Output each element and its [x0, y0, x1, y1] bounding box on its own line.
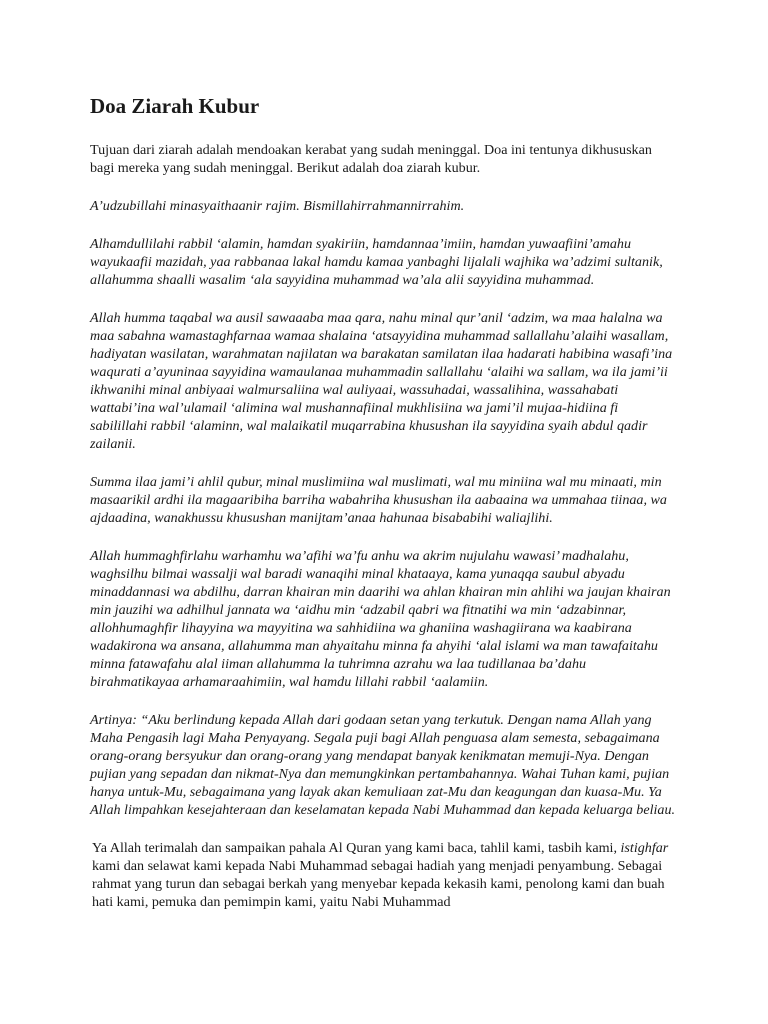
closing-text-part2: kami dan selawat kami kepada Nabi Muhammad sebagai hadiah yang menjadi penyambung. Sebagai rahmat yang turun dan sebagai berkah yang menyebar kepada kekasih kami, penolong kami dan buah hati kami, pemuka dan pemimpin kami, yaitu Nabi Muhammad: [92, 858, 665, 910]
prayer-hamdalah: Alhamdullilahi rabbil ‘alamin, hamdan syakiriin, hamdannaa’imiin, hamdan yuwaafiini’amahu wayukaafii mazidah, yaa rabbanaa lakal hamdu kamaa yanbaghi lijalali wajhika wa’adzimi sultanik, allahumma shaalli wasalim ‘ala sayyidina muhammad wa’ala alii sayyidina muhammad.: [90, 236, 663, 288]
translation-paragraph: Artinya: “Aku berlindung kepada Allah dari godaan setan yang terkutuk. Dengan nama Allah yang Maha Pengasih lagi Maha Penyayang. Segala puji bagi Allah penguasa alam semesta, sebagaimana orang-orang bersyukur dan orang-orang yang mendapat banyak kenikmatan memuji-Nya. Dengan pujian yang sepadan dan nikmat-Nya dan memungkinkan pertambahannya. Wahai Tuhan kami, pujian hanya untuk-Mu, sebagaimana yang layak akan kemuliaan zat-Mu dan keagungan dan kuasa-Mu. Ya Allah limpahkan kesejahteraan dan keselamatan kepada Nabi Muhammad dan kepada keluarga beliau.: [90, 712, 676, 818]
prayer-tawassul: Allah humma taqabal wa ausil sawaaaba maa qara, nahu minal qur’anil ‘adzim, wa maa halalna wa maa sabahna wamastaghfarnaa wamaa shalaina ‘atsayyidina muhammad sallallahu’alaihi wasallam, hadiyatan wasilatan, warahmatan najilatan wa barakatan samilatan ilaa hadarati habibina wasafi’ina waqurati a’ayuninaa sayyidina wamaulanaa muhammadin sallallahu ‘alaihi wa sallam, wa ila jami’ii ikhwanihi minal anbiyaai walmursaliina wal auliyaai, wassuhadai, wassalihina, wassahabati wattabi’ina wal’ulamail ‘alimina wal mushannafiinal mukhlisiina wa jami’il mujaa-hidiina fi sabilillahi rabbil ‘alaminn, wal malaikatil muqarrabina khusushan ila sayyidina syaih abdul qadir zailanii.: [90, 310, 673, 452]
closing-paragraph: [92, 839, 678, 911]
prayer-opening: A’udzubillahi minasyaithaanir rajim. Bismillahirrahmannirrahim.: [90, 198, 465, 214]
prayer-maghfirah: Allah hummaghfirlahu warhamhu wa’afihi wa’fu anhu wa akrim nujulahu wawasi’ madhalahu, waghsilhu bilmai wassalji wal baradi wanaqihi minal khataaya, kama yunaqqa saubul abyadu minaddannasi wa abdilhu, darran khairan min daarihi wa ahlan khairan min ahlihi wa jaujan khairan min jauzihi wa adhilhul jannata wa ‘aidhu min ‘adzabil qabri wa fitnatihi wa min ‘adzabinnar, allohhumaghfir lihayyina wa mayyitina wa sahhidiina wa ghaniina washagiirana wa kaabirana wadakirona wa ansana, allahumma man ahyaitahu minna fa ahyihi ‘alal islami wa man tawafaitahu minna fatawafahu alal iiman allahumma la tuhrimna azrahu wa laa tudillanaa ba’dahu birahmatikayaa arhamaraahimiin, wal hamdu lillahi rabbil ‘aalamiin.: [90, 548, 671, 690]
closing-text-part1: Ya Allah terimalah dan sampaikan pahala Al Quran yang kami baca, tahlil kami, tasbih kami,: [92, 840, 621, 856]
document-title: Doa Ziarah Kubur: [90, 94, 260, 118]
closing-italic-word: istighfar: [620, 840, 669, 856]
prayer-ahlil-qubur: Summa ilaa jami’i ahlil qubur, minal muslimiina wal muslimati, wal mu miniina wal mu minaati, min masaarikil ardhi ila magaaribiha barriha wabahriha khusushan ila aabaaina wa ummahaa tiinaa, wa ajdaadina, wanakhussu khusushan manijtam’anaa hahunaa bisababihi waliajlihi.: [90, 474, 667, 526]
intro-paragraph: Tujuan dari ziarah adalah mendoakan kerabat yang sudah meninggal. Doa ini tentunya dikhususkan bagi mereka yang sudah meninggal. Berikut adalah doa ziarah kubur.: [90, 142, 652, 176]
